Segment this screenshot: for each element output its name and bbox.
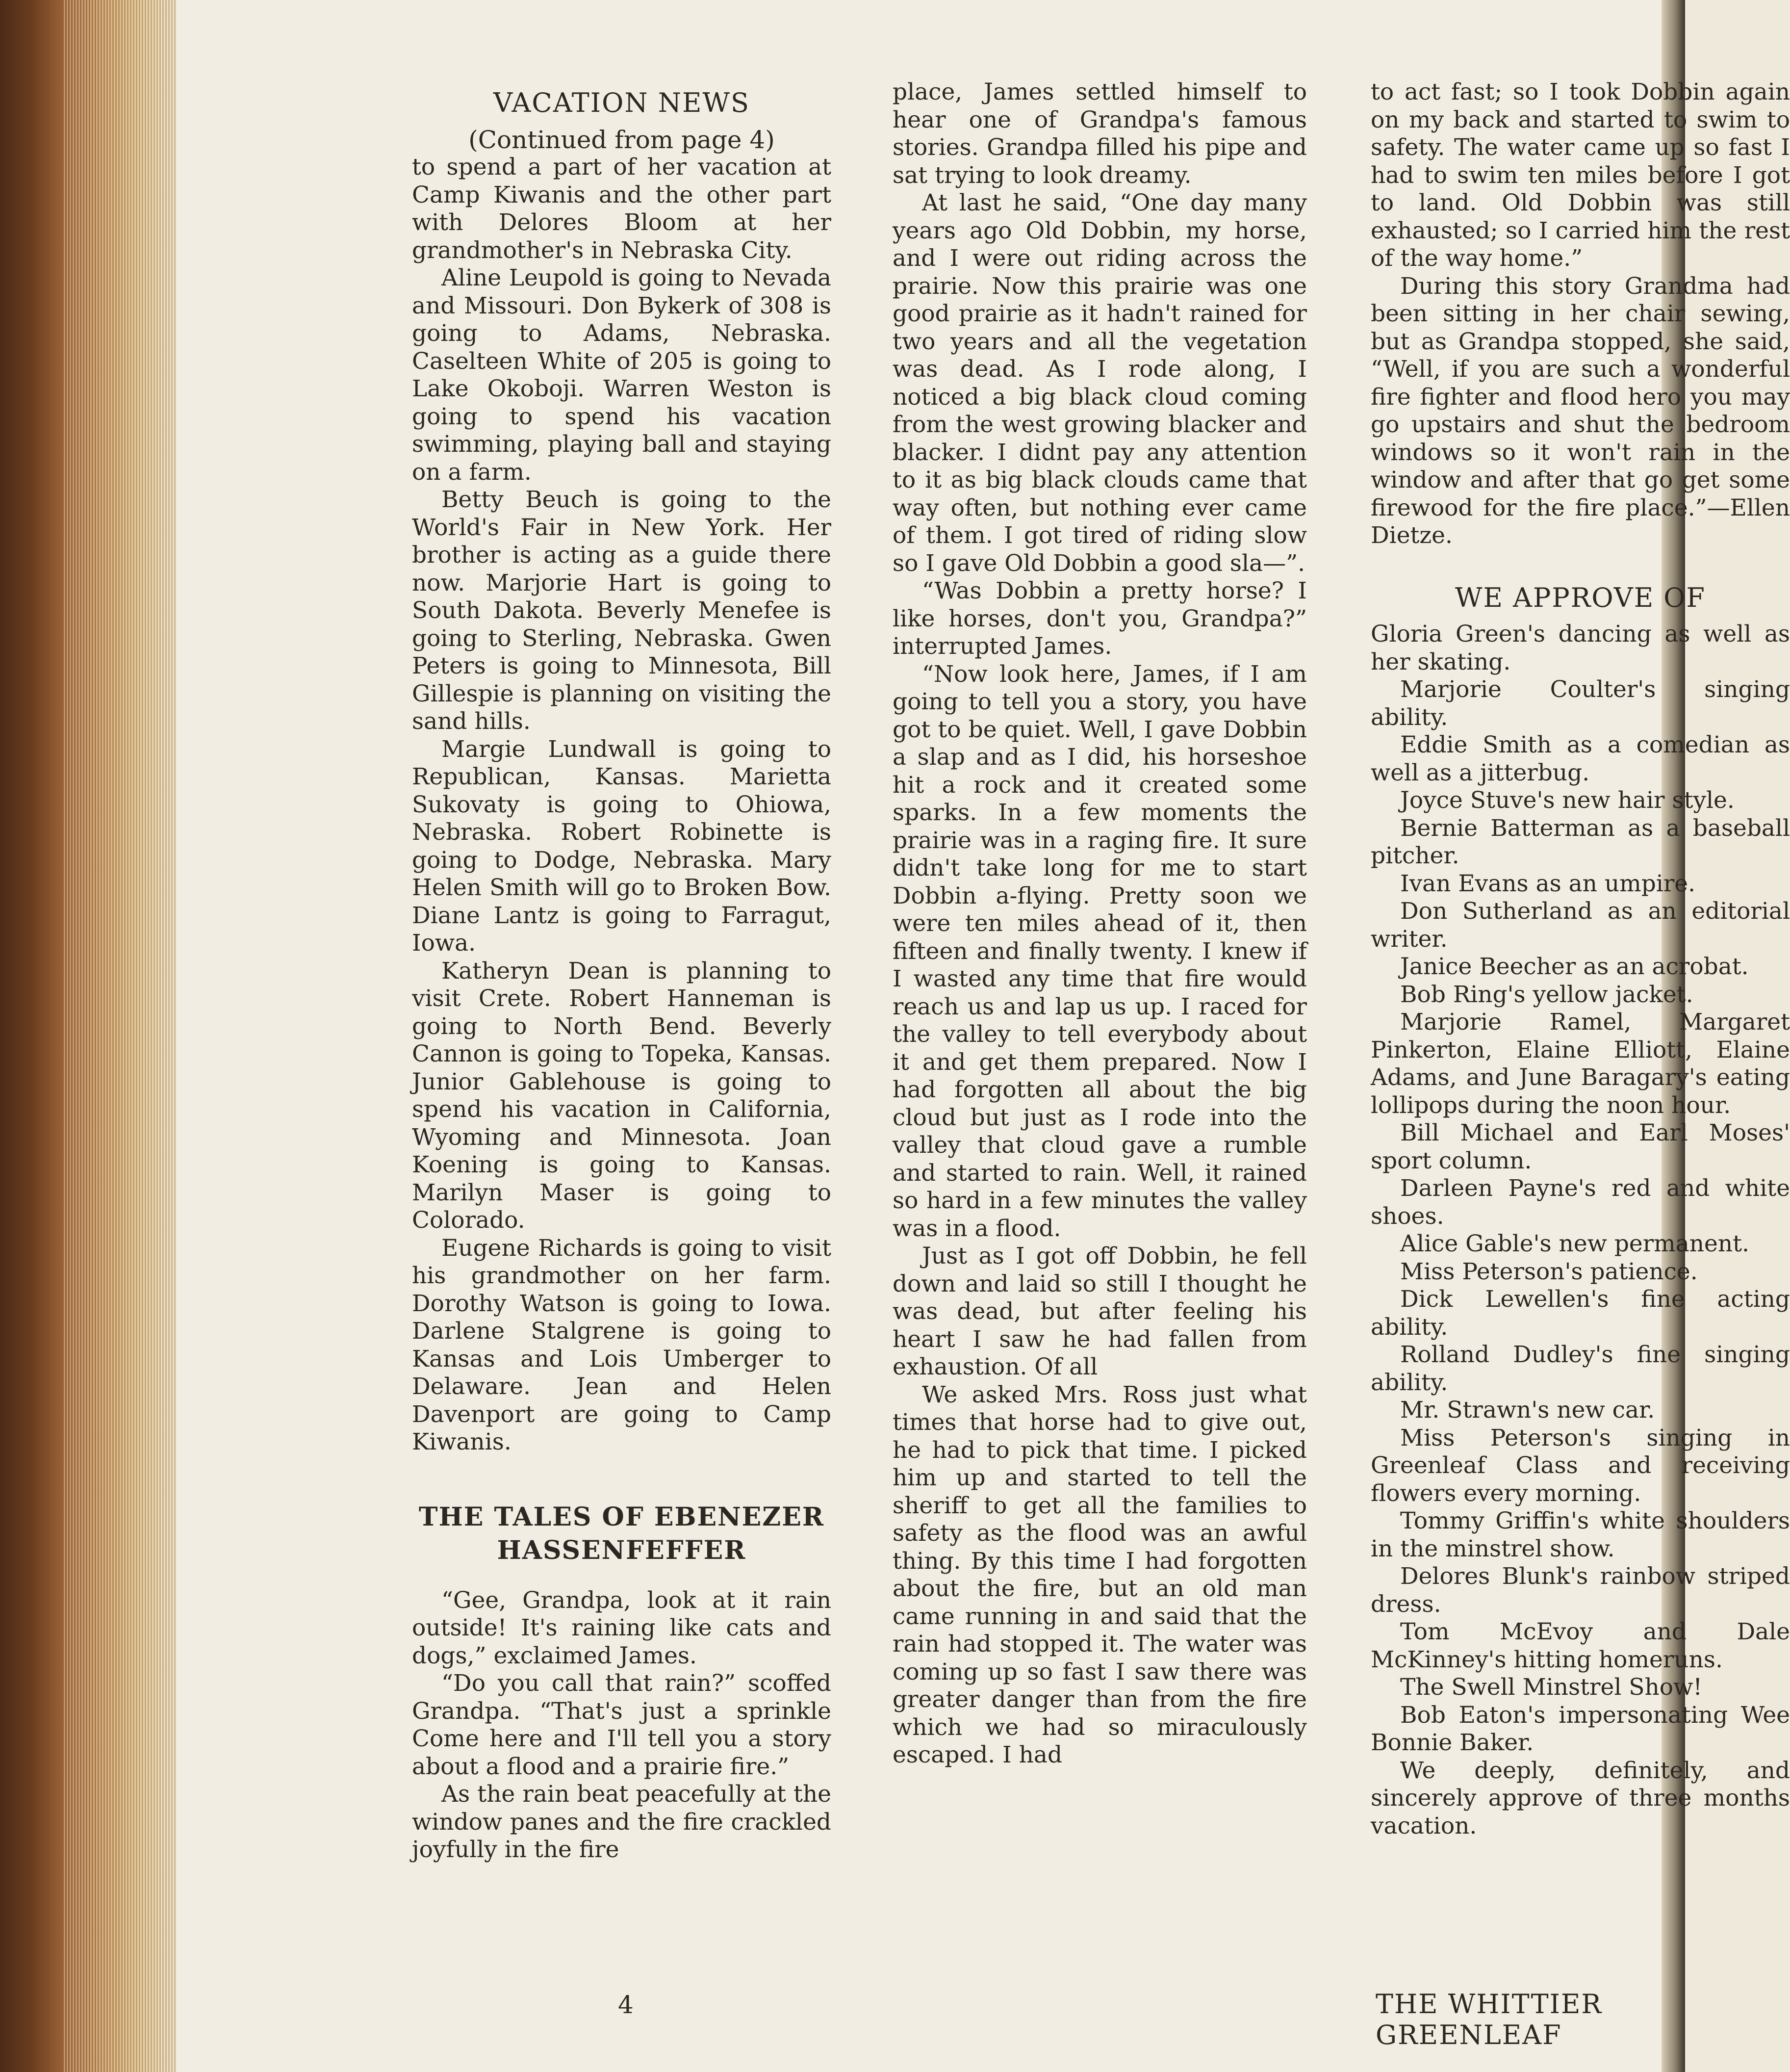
we-approve-heading: WE APPROVE OF [1455, 582, 1706, 613]
column-3 [1371, 78, 1790, 1840]
approve-item: Ivan Evans as an umpire. [1400, 870, 1696, 897]
tales-paragraph: “Now look here, James, if I am going to tell you a story, you have got to be quiet. Well, I gave Dobbin a slap and as I did, his horseshoe hit a rock and it created some sparks. In a few moments the prairie was in a raging fire. It sure didn't take long for me to start Dobbin a-flying. Pretty soon we were ten miles ahead of it, then fifteen and finally twenty. I knew if I wasted any time that fire would reach us and lap us up. I raced for the valley to tell everybody about it and get them prepared. Now I had forgotten all about the big cloud but just as I rode into the valley that cloud gave a rumble and started to rain. Well, it rained so hard in a few minutes the valley was in a flood. [893, 660, 1307, 1242]
vacation-paragraph: Aline Leupold is going to Nevada and Missouri. Don Bykerk of 308 is going to Adams, Nebraska. Caselteen White of 205 is going to Lake Okoboji. Warren Weston is going to spend his vacation swimming, playing ball and staying on a farm. [412, 264, 831, 486]
continued-note: (Continued from page 4) [468, 125, 775, 154]
tales-paragraph: “Was Dobbin a pretty horse? I like horses, don't you, Grandpa?” interrupted James. [893, 577, 1307, 660]
approve-item: Dick Lewellen's fine acting ability. [1371, 1286, 1790, 1341]
approve-item: Rolland Dudley's fine singing ability. [1371, 1341, 1790, 1396]
page-edges [64, 0, 177, 2072]
tales-paragraph: place, James settled himself to hear one of Grandpa's famous stories. Grandpa filled his pipe and sat trying to look dreamy. [893, 78, 1307, 189]
approve-item: Miss Peterson's patience. [1400, 1258, 1698, 1285]
approve-item: Eddie Smith as a comedian as well as a jitterbug. [1371, 731, 1790, 786]
approve-item: Gloria Green's dancing as well as her skating. [1371, 621, 1790, 675]
tales-paragraph: Just as I got off Dobbin, he fell down and laid so still I thought he was dead, but after feeling his heart I saw he had fallen from exhaustion. Of all [893, 1243, 1307, 1380]
approve-item: Marjorie Ramel, Margaret Pinkerton, Elaine Elliott, Elaine Adams, and June Baragary's eating lollipops during the noon hour. [1371, 1009, 1790, 1119]
approve-item: Tommy Griffin's white shoulders in the minstrel show. [1371, 1507, 1790, 1562]
book-binding [0, 0, 177, 2072]
approve-list [1371, 621, 1790, 1840]
tales-paragraph: “Gee, Grandpa, look at it rain outside! It's raining like cats and dogs,” exclaimed James. [412, 1586, 831, 1669]
approve-item: Delores Blunk's rainbow striped dress. [1371, 1563, 1790, 1618]
vacation-paragraph: Betty Beuch is going to the World's Fair in New York. Her brother is acting as a guide there now. Marjorie Hart is going to South Dakota. Beverly Menefee is going to Sterling, Nebraska. Gwen Peters is going to Minnesota, Bill Gillespie is planning on visiting the sand hills. [412, 486, 831, 735]
tales-paragraph: During this story Grandma had been sitting in her chair sewing, but as Grandpa stopped, she said, “Well, if you are such a wonderful fire fighter and flood hero you may go upstairs and shut the bedroom windows so it won't rain in the window and after that go get some firewood for the fire place.”—Ellen Dietze. [1371, 272, 1790, 549]
approve-item: Janice Beecher as an acrobat. [1400, 953, 1749, 980]
tales-paragraph: We asked Mrs. Ross just what times that horse had to give out, he had to pick that time. I picked him up and started to tell the sheriff to get all the families to safety as the flood was an awful thing. By this time I had forgotten about the fire, but an old man came running in and said that the rain had stopped it. The water was coming up so fast I saw there was greater danger than from the fire which we had so miraculously escaped. I had [893, 1381, 1307, 1768]
publication-footer: THE WHITTIER GREENLEAF [1376, 1989, 1603, 2050]
tales-heading: THE TALES OF EBENEZER HASSENFEFFER [418, 1502, 825, 1565]
approve-item: Joyce Stuve's new hair style. [1400, 787, 1735, 814]
approve-item: Marjorie Coulter's singing ability. [1371, 676, 1790, 731]
approve-item: Don Sutherland as an editorial writer. [1371, 898, 1790, 953]
approve-item: Mr. Strawn's new car. [1400, 1397, 1655, 1424]
vacation-paragraph: Margie Lundwall is going to Republican, Kansas. Marietta Sukovaty is going to Ohiowa, Nebraska. Robert Robinette is going to Dodge, Nebraska. Mary Helen Smith will go to Broken Bow. Diane Lantz is going to Farragut, Iowa. [412, 735, 831, 957]
tales-paragraph: “Do you call that rain?” scoffed Grandpa. “That's just a sprinkle Come here and I'll tell you a story about a flood and a prairie fire.” [412, 1670, 831, 1780]
column-2 [893, 78, 1307, 1769]
approve-item: Miss Peterson's singing in Greenleaf Class and receiving flowers every morning. [1371, 1424, 1790, 1507]
tales-paragraph: At last he said, “One day many years ago Old Dobbin, my horse, and I were out riding across the prairie. Now this prairie was one good prairie as it hadn't rained for two years and all the vegetation was dead. As I rode along, I noticed a big black cloud coming from the west growing blacker and blacker. I didnt pay any attention to it as big black clouds came that way often, but nothing ever came of them. I got tired of riding slow so I gave Old Dobbin a good sla—”. [893, 189, 1307, 577]
approve-item: Alice Gable's new permanent. [1400, 1230, 1749, 1257]
vacation-paragraph: Eugene Richards is going to visit his grandmother on her farm. Dorothy Watson is going to Iowa. Darlene Stalgrene is going to Kansas and Lois Umberger to Delaware. Jean and Helen Davenport are going to Camp Kiwanis. [412, 1234, 831, 1455]
approve-item: We deeply, definitely, and sincerely approve of three months vacation. [1371, 1757, 1790, 1839]
approve-item: Bob Ring's yellow jacket. [1400, 981, 1693, 1008]
vacation-paragraph: Katheryn Dean is planning to visit Crete. Robert Hanneman is going to North Bend. Beverly Cannon is going to Topeka, Kansas. Junior Gablehouse is going to spend his vacation in California, Wyoming and Minnesota. Joan Koening is going to Kansas. Marilyn Maser is going to Colorado. [412, 957, 831, 1234]
vacation-paragraph: to spend a part of her vacation at Camp Kiwanis and the other part with Delores Bloom at her grandmother's in Nebraska City. [412, 154, 831, 264]
vacation-news-heading: VACATION NEWS [493, 87, 750, 118]
approve-item: Tom McEvoy and Dale McKinney's hitting homeruns. [1371, 1618, 1790, 1673]
tales-paragraph: to act fast; so I took Dobbin again on my back and started to swim to safety. The water came up so fast I had to swim ten miles before I got to land. Old Dobbin was still exhausted; so I carried him the rest of the way home.” [1371, 78, 1790, 272]
newspaper-page [177, 0, 1790, 2072]
approve-item: Bernie Batterman as a baseball pitcher. [1371, 814, 1790, 869]
approve-item: Bill Michael and Earl Moses' sport column. [1371, 1119, 1790, 1174]
approve-item: Darleen Payne's red and white shoes. [1371, 1175, 1790, 1230]
page-number: 4 [618, 1991, 634, 2019]
approve-item: The Swell Minstrel Show! [1400, 1674, 1703, 1701]
tales-paragraph: As the rain beat peacefully at the window panes and the fire crackled joyfully in the fire [412, 1781, 831, 1863]
column-1 [412, 78, 831, 1864]
approve-item: Bob Eaton's impersonating Wee Bonnie Baker. [1371, 1701, 1790, 1756]
